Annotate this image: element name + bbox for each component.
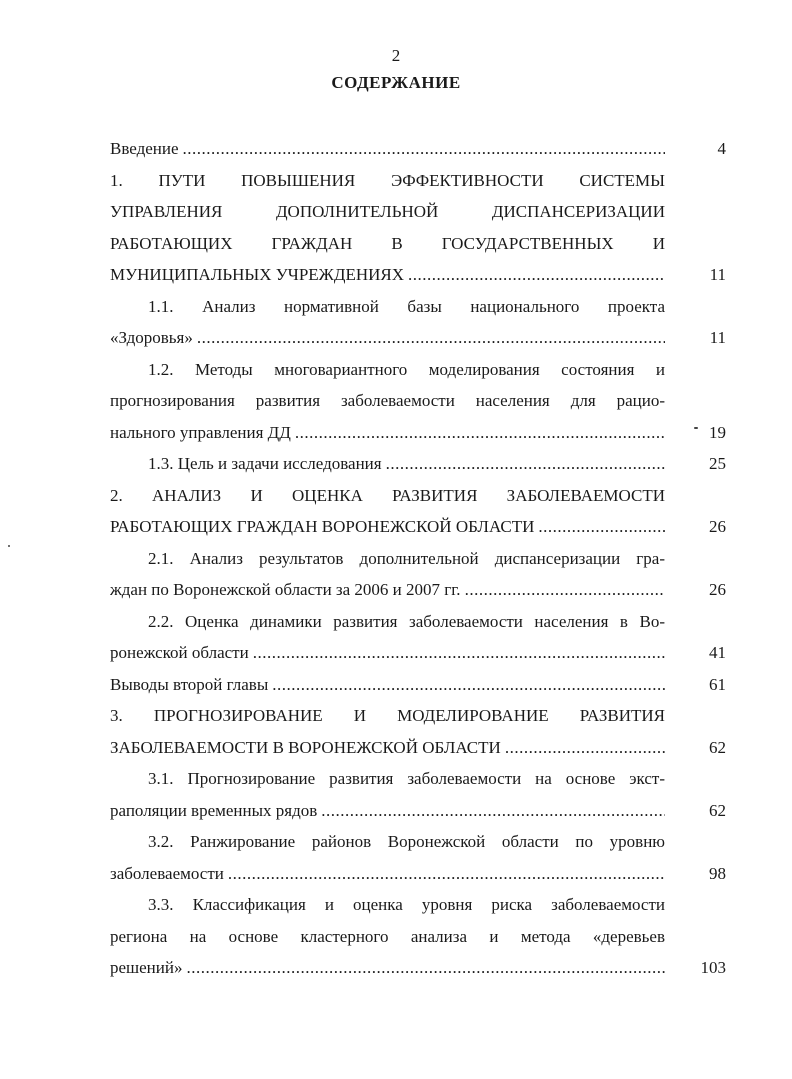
- toc-page-number: 19: [709, 423, 726, 442]
- toc-entry-text: 1.3. Цель и задачи исследования: [148, 454, 382, 473]
- dot-leader: [538, 515, 665, 539]
- toc-chapter-1-line-3[interactable]: РАБОТАЮЩИХ ГРАЖДАН В ГОСУДАРСТВЕННЫХ И: [110, 234, 665, 253]
- toc-section-3-1-line-1[interactable]: 3.1. Прогнозирование развития заболеваемости на основе экст-: [148, 769, 665, 788]
- dot-leader: [253, 641, 665, 665]
- toc-chapter-1-line-4[interactable]: [110, 263, 665, 287]
- toc-section-1-2-line-3[interactable]: [110, 421, 665, 445]
- toc-entry-text: Выводы второй главы: [110, 675, 269, 694]
- toc-entry-text: ждан по Воронежской области за 2006 и 2007 гг.: [110, 580, 461, 599]
- dot-leader: [295, 421, 665, 445]
- toc-entry-text: РАБОТАЮЩИХ ГРАЖДАН ВОРОНЕЖСКОЙ ОБЛАСТИ: [110, 517, 535, 536]
- toc-section-1-2-line-1[interactable]: 1.2. Методы многовариантного моделирования состояния и: [148, 360, 665, 379]
- toc-entry-text: заболеваемости: [110, 864, 224, 883]
- toc-page-number: 4: [717, 139, 726, 158]
- toc-page-number: 61: [709, 675, 726, 694]
- toc-section-1-1-line-2[interactable]: [110, 326, 665, 350]
- dot-leader: [183, 137, 665, 161]
- toc-entry-text: раполяции временных рядов: [110, 801, 318, 820]
- toc-entry-text: ЗАБОЛЕВАЕМОСТИ В ВОРОНЕЖСКОЙ ОБЛАСТИ: [110, 738, 501, 757]
- toc-page-number: 98: [709, 864, 726, 883]
- toc-page-number: 11: [709, 265, 726, 284]
- toc-section-1-1-line-1[interactable]: 1.1. Анализ нормативной базы национального проекта: [148, 297, 665, 316]
- dot-leader: [228, 862, 665, 886]
- toc-section-3-3-line-3[interactable]: [110, 956, 665, 980]
- toc-entry-text: решений»: [110, 958, 183, 977]
- toc-page-number: 11: [709, 328, 726, 347]
- toc-section-3-2-line-2[interactable]: [110, 862, 665, 886]
- toc-entry-intro[interactable]: [110, 137, 665, 161]
- dot-leader: [386, 452, 665, 476]
- dot-leader: [408, 263, 665, 287]
- toc-section-1-3[interactable]: [148, 452, 665, 476]
- toc-page-number: 62: [709, 801, 726, 820]
- dot-leader: [197, 326, 665, 350]
- dot-leader: [321, 799, 665, 823]
- toc-section-1-2-line-2[interactable]: прогнозирования развития заболеваемости населения для рацио-: [110, 391, 665, 410]
- toc-page-number: 26: [709, 580, 726, 599]
- dot-leader: [272, 673, 665, 697]
- toc-entry-text: «Здоровья»: [110, 328, 193, 347]
- toc-section-2-2-line-1[interactable]: 2.2. Оценка динамики развития заболеваемости населения в Во-: [148, 612, 665, 631]
- dot-leader: [186, 956, 665, 980]
- toc-section-3-3-line-2[interactable]: региона на основе кластерного анализа и метода «деревьев: [110, 927, 665, 946]
- toc-chapter-3-line-2[interactable]: [110, 736, 665, 760]
- toc-section-3-2-line-1[interactable]: 3.2. Ранжирование районов Воронежской области по уровню: [148, 832, 665, 851]
- dot-leader: [505, 736, 665, 760]
- toc-section-2-2-line-2[interactable]: [110, 641, 665, 665]
- toc-page-number: 25: [709, 454, 726, 473]
- toc-entry-text: Введение: [110, 139, 179, 158]
- scan-speck: [694, 427, 698, 429]
- toc-section-2-1-line-2[interactable]: [110, 578, 665, 602]
- page-title: СОДЕРЖАНИЕ: [331, 73, 461, 92]
- toc-section-2-1-line-1[interactable]: 2.1. Анализ результатов дополнительной диспансеризации гра-: [148, 549, 665, 568]
- toc-chapter-2-line-1[interactable]: 2. АНАЛИЗ И ОЦЕНКА РАЗВИТИЯ ЗАБОЛЕВАЕМОСТИ: [110, 486, 665, 505]
- toc-entry-text: ронежской области: [110, 643, 249, 662]
- toc-chapter-2-line-2[interactable]: [110, 515, 665, 539]
- toc-entry-conclusions[interactable]: [110, 673, 665, 697]
- toc-page-number: 41: [709, 643, 726, 662]
- toc-page-number: 62: [709, 738, 726, 757]
- page-number: 2: [391, 46, 401, 65]
- toc-chapter-1-line-1[interactable]: 1. ПУТИ ПОВЫШЕНИЯ ЭФФЕКТИВНОСТИ СИСТЕМЫ: [110, 171, 665, 190]
- scan-speck: [8, 545, 10, 547]
- toc-section-3-3-line-1[interactable]: 3.3. Классификация и оценка уровня риска заболеваемости: [148, 895, 665, 914]
- toc-page-number: 26: [709, 517, 726, 536]
- toc-section-3-1-line-2[interactable]: [110, 799, 665, 823]
- toc-entry-text: МУНИЦИПАЛЬНЫХ УЧРЕЖДЕНИЯХ: [110, 265, 405, 284]
- toc-chapter-1-line-2[interactable]: УПРАВЛЕНИЯ ДОПОЛНИТЕЛЬНОЙ ДИСПАНСЕРИЗАЦИИ: [110, 202, 665, 221]
- toc-chapter-3-line-1[interactable]: 3. ПРОГНОЗИРОВАНИЕ И МОДЕЛИРОВАНИЕ РАЗВИТИЯ: [110, 706, 665, 725]
- toc-page-number: 103: [700, 958, 726, 977]
- dot-leader: [465, 578, 665, 602]
- toc-entry-text: нального управления ДД: [110, 423, 291, 442]
